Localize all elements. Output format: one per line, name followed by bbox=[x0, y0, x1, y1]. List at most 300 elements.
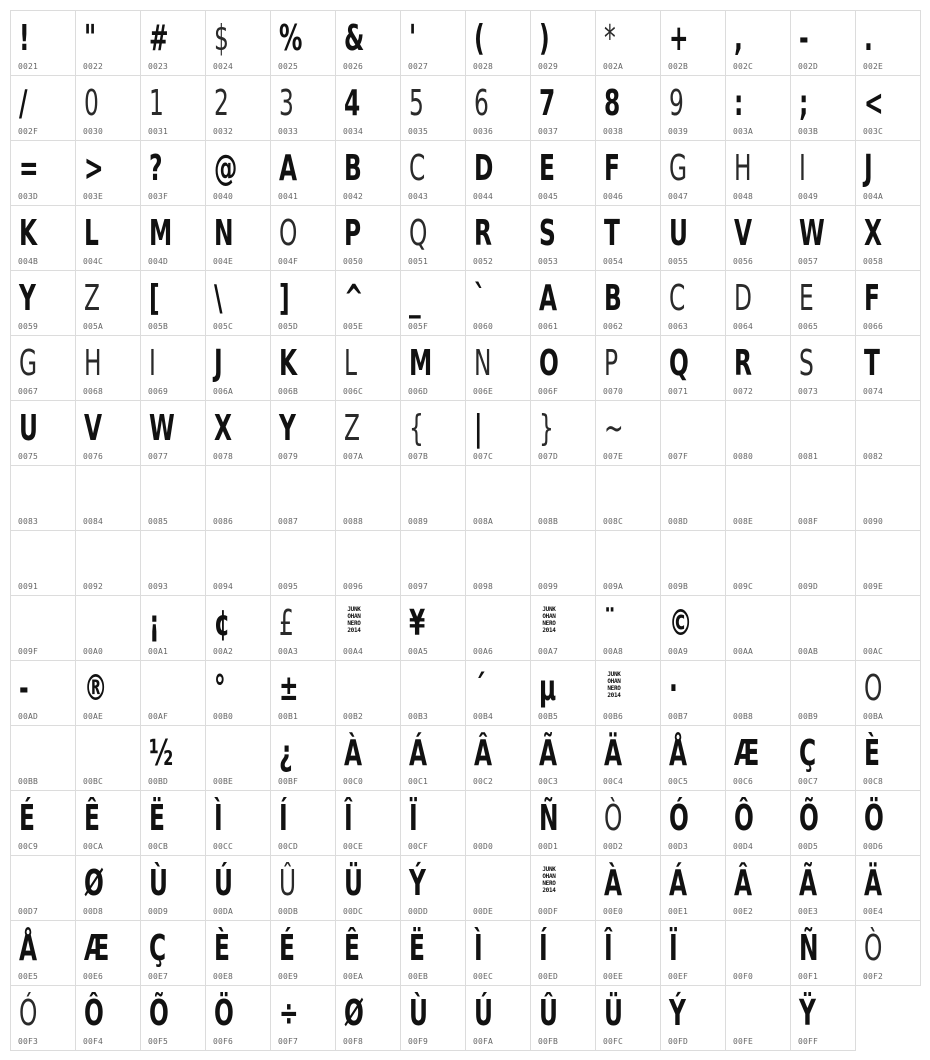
glyph-cell bbox=[530, 465, 596, 531]
glyph-char: R bbox=[734, 343, 752, 384]
glyph-char: ÷ bbox=[279, 993, 299, 1034]
glyph-char: - bbox=[799, 18, 809, 59]
glyph-char: Y bbox=[279, 408, 296, 449]
glyph-code: 0068 bbox=[83, 387, 104, 396]
glyph-cell bbox=[465, 205, 531, 271]
glyph-char: M bbox=[149, 213, 173, 254]
glyph-cell bbox=[270, 75, 336, 141]
glyph-char: Ô bbox=[734, 798, 754, 839]
glyph-char: + bbox=[669, 18, 689, 59]
glyph-cell bbox=[75, 790, 141, 856]
glyph-char: Ï bbox=[409, 798, 418, 839]
glyph-cell bbox=[270, 595, 336, 661]
glyph-code: 00F0 bbox=[733, 972, 754, 981]
glyph-char: _ bbox=[409, 278, 421, 319]
glyph-cell bbox=[725, 400, 791, 466]
glyph-code: 00F9 bbox=[408, 1037, 429, 1046]
glyph-cell bbox=[75, 335, 141, 401]
glyph-char: 9 bbox=[669, 83, 684, 124]
glyph-cell bbox=[75, 205, 141, 271]
glyph-code: 0088 bbox=[343, 517, 364, 526]
glyph-char: Ô bbox=[84, 993, 104, 1034]
glyph-char: L bbox=[84, 213, 99, 254]
glyph-code: 002B bbox=[668, 62, 689, 71]
glyph-cell bbox=[855, 270, 921, 336]
glyph-cell bbox=[790, 855, 856, 921]
glyph-cell bbox=[465, 790, 531, 856]
glyph-char: G bbox=[669, 148, 688, 189]
glyph-code: 00CF bbox=[408, 842, 429, 851]
glyph-code: 0081 bbox=[798, 452, 819, 461]
glyph-cell bbox=[140, 205, 206, 271]
glyph-cell bbox=[335, 10, 401, 76]
glyph-char: É bbox=[19, 798, 35, 839]
glyph-cell bbox=[595, 725, 661, 791]
glyph-cell bbox=[725, 855, 791, 921]
glyph-code: 00A2 bbox=[213, 647, 234, 656]
glyph-cell bbox=[400, 920, 466, 986]
glyph-code: 00BB bbox=[18, 777, 39, 786]
glyph-cell bbox=[530, 10, 596, 76]
glyph-char: ^ bbox=[344, 278, 364, 319]
glyph-cell bbox=[400, 595, 466, 661]
glyph-code: 00C2 bbox=[473, 777, 494, 786]
glyph-code: 0074 bbox=[863, 387, 884, 396]
glyph-code: 00E3 bbox=[798, 907, 819, 916]
logo-line: JUNK bbox=[542, 866, 556, 873]
glyph-cell bbox=[660, 270, 726, 336]
glyph-char: N bbox=[474, 343, 492, 384]
glyph-cell bbox=[10, 205, 76, 271]
glyph-char: ] bbox=[279, 278, 290, 319]
glyph-code: 00D7 bbox=[18, 907, 39, 916]
glyph-char: U bbox=[669, 213, 688, 254]
glyph-code: 0046 bbox=[603, 192, 624, 201]
glyph-char: ¢ bbox=[214, 603, 231, 644]
logo-line: NERO bbox=[542, 880, 556, 887]
glyph-code: 0057 bbox=[798, 257, 819, 266]
glyph-char: C bbox=[409, 148, 426, 189]
glyph-char: Ò bbox=[604, 798, 623, 839]
glyph-cell bbox=[790, 10, 856, 76]
glyph-code: 00E6 bbox=[83, 972, 104, 981]
glyph-char: Ñ bbox=[539, 798, 559, 839]
glyph-cell bbox=[725, 335, 791, 401]
glyph-cell bbox=[75, 10, 141, 76]
glyph-code: 0030 bbox=[83, 127, 104, 136]
glyph-cell bbox=[855, 790, 921, 856]
glyph-cell bbox=[140, 725, 206, 791]
glyph-code: 00B7 bbox=[668, 712, 689, 721]
glyph-cell bbox=[725, 10, 791, 76]
glyph-char: Æ bbox=[734, 733, 760, 774]
glyph-code: 0045 bbox=[538, 192, 559, 201]
glyph-code: 00B9 bbox=[798, 712, 819, 721]
glyph-cell bbox=[75, 140, 141, 206]
glyph-char: ~ bbox=[604, 408, 624, 449]
glyph-code: 008E bbox=[733, 517, 754, 526]
glyph-code: 00EF bbox=[668, 972, 689, 981]
glyph-code: 00C3 bbox=[538, 777, 559, 786]
glyph-code: 007E bbox=[603, 452, 624, 461]
glyph-cell bbox=[270, 205, 336, 271]
glyph-cell bbox=[790, 530, 856, 596]
glyph-code: 0075 bbox=[18, 452, 39, 461]
glyph-char: 3 bbox=[279, 83, 294, 124]
glyph-char: Ú bbox=[474, 993, 493, 1034]
glyph-char: Ê bbox=[84, 798, 100, 839]
logo-line: JUNK bbox=[542, 606, 556, 613]
glyph-cell bbox=[75, 270, 141, 336]
glyph-code: 006E bbox=[473, 387, 494, 396]
glyph-char: ¿ bbox=[279, 733, 293, 774]
glyph-code: 00D3 bbox=[668, 842, 689, 851]
glyph-cell bbox=[660, 205, 726, 271]
junk-logo-icon bbox=[604, 671, 624, 701]
glyph-code: 005D bbox=[278, 322, 299, 331]
glyph-cell bbox=[140, 270, 206, 336]
glyph-cell bbox=[725, 465, 791, 531]
logo-line: OHAN bbox=[607, 678, 621, 685]
glyph-cell bbox=[400, 10, 466, 76]
glyph-code: 00EB bbox=[408, 972, 429, 981]
glyph-char: M bbox=[409, 343, 433, 384]
glyph-char: Â bbox=[474, 733, 493, 774]
glyph-char: Í bbox=[539, 928, 548, 969]
glyph-code: 0031 bbox=[148, 127, 169, 136]
glyph-cell bbox=[790, 595, 856, 661]
glyph-char: Ï bbox=[669, 928, 678, 969]
glyph-cell bbox=[855, 205, 921, 271]
glyph-code: 00A9 bbox=[668, 647, 689, 656]
glyph-code: 0070 bbox=[603, 387, 624, 396]
glyph-cell bbox=[270, 270, 336, 336]
glyph-cell bbox=[725, 595, 791, 661]
glyph-char: Z bbox=[84, 278, 100, 319]
glyph-cell bbox=[270, 725, 336, 791]
glyph-cell bbox=[530, 530, 596, 596]
glyph-char: Ø bbox=[84, 863, 104, 904]
glyph-code: 0033 bbox=[278, 127, 299, 136]
glyph-char: : bbox=[734, 83, 744, 124]
glyph-cell bbox=[400, 985, 466, 1051]
glyph-code: 00FD bbox=[668, 1037, 689, 1046]
logo-line: NERO bbox=[347, 620, 361, 627]
glyph-cell bbox=[790, 920, 856, 986]
glyph-code: 003D bbox=[18, 192, 39, 201]
glyph-code: 00D2 bbox=[603, 842, 624, 851]
glyph-cell bbox=[400, 270, 466, 336]
glyph-char: Î bbox=[344, 798, 353, 839]
glyph-code: 0025 bbox=[278, 62, 299, 71]
glyph-char: Ö bbox=[214, 993, 234, 1034]
glyph-cell bbox=[270, 465, 336, 531]
glyph-char: ½ bbox=[149, 733, 174, 774]
glyph-code: 00A1 bbox=[148, 647, 169, 656]
glyph-char: Æ bbox=[84, 928, 110, 969]
glyph-char: V bbox=[734, 213, 753, 254]
glyph-cell bbox=[465, 10, 531, 76]
glyph-cell bbox=[205, 985, 271, 1051]
glyph-code: 0072 bbox=[733, 387, 754, 396]
glyph-cell bbox=[75, 465, 141, 531]
glyph-cell bbox=[400, 335, 466, 401]
glyph-char: E bbox=[539, 148, 555, 189]
logo-line: 2014 bbox=[542, 627, 556, 634]
glyph-cell bbox=[855, 725, 921, 791]
glyph-cell bbox=[400, 790, 466, 856]
glyph-cell bbox=[10, 855, 76, 921]
glyph-code: 00A7 bbox=[538, 647, 559, 656]
glyph-cell bbox=[205, 205, 271, 271]
glyph-char: ) bbox=[539, 18, 550, 59]
glyph-cell bbox=[335, 400, 401, 466]
glyph-cell bbox=[205, 465, 271, 531]
glyph-code: 0056 bbox=[733, 257, 754, 266]
glyph-cell bbox=[400, 140, 466, 206]
glyph-code: 006C bbox=[343, 387, 364, 396]
glyph-code: 00AB bbox=[798, 647, 819, 656]
glyph-char: Ù bbox=[409, 993, 428, 1034]
glyph-cell bbox=[400, 855, 466, 921]
glyph-char: T bbox=[604, 213, 620, 254]
glyph-code: 00B6 bbox=[603, 712, 624, 721]
glyph-code: 0021 bbox=[18, 62, 39, 71]
glyph-char: " bbox=[84, 18, 97, 59]
glyph-cell bbox=[465, 140, 531, 206]
glyph-char: T bbox=[864, 343, 880, 384]
glyph-code: 003F bbox=[148, 192, 169, 201]
glyph-cell bbox=[270, 140, 336, 206]
glyph-cell bbox=[205, 75, 271, 141]
glyph-code: 007A bbox=[343, 452, 364, 461]
glyph-cell bbox=[595, 530, 661, 596]
glyph-code: 0084 bbox=[83, 517, 104, 526]
glyph-cell bbox=[530, 790, 596, 856]
glyph-cell bbox=[660, 10, 726, 76]
glyph-cell bbox=[855, 465, 921, 531]
glyph-code: 00A5 bbox=[408, 647, 429, 656]
glyph-code: 00E4 bbox=[863, 907, 884, 916]
glyph-cell bbox=[205, 335, 271, 401]
glyph-cell bbox=[75, 75, 141, 141]
glyph-char: @ bbox=[214, 148, 238, 189]
glyph-cell bbox=[595, 985, 661, 1051]
glyph-code: 00C6 bbox=[733, 777, 754, 786]
glyph-char: ¡ bbox=[149, 603, 160, 644]
glyph-code: 0022 bbox=[83, 62, 104, 71]
glyph-char: A bbox=[539, 278, 558, 319]
glyph-cell bbox=[790, 985, 856, 1051]
glyph-code: 007D bbox=[538, 452, 559, 461]
logo-line: JUNK bbox=[347, 606, 361, 613]
glyph-code: 003A bbox=[733, 127, 754, 136]
glyph-char: Ü bbox=[604, 993, 623, 1034]
glyph-char: ° bbox=[214, 668, 226, 709]
glyph-map-grid bbox=[10, 10, 920, 1050]
glyph-code: 00DC bbox=[343, 907, 364, 916]
glyph-code: 008C bbox=[603, 517, 624, 526]
glyph-char: I bbox=[149, 343, 156, 384]
glyph-code: 0055 bbox=[668, 257, 689, 266]
glyph-char: ® bbox=[84, 668, 108, 709]
glyph-code: 00D6 bbox=[863, 842, 884, 851]
glyph-cell bbox=[530, 920, 596, 986]
glyph-char: À bbox=[604, 863, 623, 904]
glyph-cell bbox=[335, 920, 401, 986]
glyph-char: # bbox=[149, 18, 169, 59]
glyph-code: 0024 bbox=[213, 62, 234, 71]
glyph-code: 004A bbox=[863, 192, 884, 201]
glyph-code: 00A6 bbox=[473, 647, 494, 656]
glyph-char: Ý bbox=[669, 993, 686, 1034]
glyph-code: 007C bbox=[473, 452, 494, 461]
glyph-char: O bbox=[539, 343, 559, 384]
glyph-char: ! bbox=[19, 18, 30, 59]
glyph-code: 00E2 bbox=[733, 907, 754, 916]
glyph-cell bbox=[465, 920, 531, 986]
glyph-code: 00BE bbox=[213, 777, 234, 786]
glyph-cell bbox=[400, 465, 466, 531]
glyph-code: 00D1 bbox=[538, 842, 559, 851]
glyph-code: 0028 bbox=[473, 62, 494, 71]
glyph-char: Ú bbox=[214, 863, 233, 904]
glyph-code: 00FE bbox=[733, 1037, 754, 1046]
glyph-code: 00EC bbox=[473, 972, 494, 981]
glyph-char: K bbox=[279, 343, 298, 384]
glyph-cell bbox=[595, 270, 661, 336]
glyph-cell bbox=[335, 790, 401, 856]
glyph-code: 00C7 bbox=[798, 777, 819, 786]
glyph-code: 0032 bbox=[213, 127, 234, 136]
glyph-char: [ bbox=[149, 278, 160, 319]
glyph-cell bbox=[465, 660, 531, 726]
glyph-char: E bbox=[799, 278, 814, 319]
glyph-char: / bbox=[19, 83, 28, 124]
glyph-code: 00B2 bbox=[343, 712, 364, 721]
glyph-char: J bbox=[214, 343, 223, 384]
glyph-code: 00DE bbox=[473, 907, 494, 916]
glyph-cell bbox=[465, 400, 531, 466]
glyph-code: 00C8 bbox=[863, 777, 884, 786]
glyph-char: Ê bbox=[344, 928, 360, 969]
glyph-code: 00DD bbox=[408, 907, 429, 916]
glyph-code: 004F bbox=[278, 257, 299, 266]
glyph-cell bbox=[10, 465, 76, 531]
glyph-cell bbox=[140, 400, 206, 466]
glyph-code: 004C bbox=[83, 257, 104, 266]
glyph-cell bbox=[725, 985, 791, 1051]
glyph-cell bbox=[530, 595, 596, 661]
glyph-cell bbox=[10, 75, 76, 141]
glyph-code: 00E0 bbox=[603, 907, 624, 916]
glyph-cell bbox=[725, 660, 791, 726]
glyph-cell bbox=[270, 400, 336, 466]
glyph-code: 002A bbox=[603, 62, 624, 71]
glyph-cell bbox=[10, 985, 76, 1051]
glyph-cell bbox=[10, 595, 76, 661]
glyph-code: 00B5 bbox=[538, 712, 559, 721]
glyph-char: | bbox=[474, 408, 483, 449]
glyph-code: 0047 bbox=[668, 192, 689, 201]
glyph-code: 00F4 bbox=[83, 1037, 104, 1046]
glyph-code: 00CC bbox=[213, 842, 234, 851]
glyph-code: 00F1 bbox=[798, 972, 819, 981]
glyph-code: 0092 bbox=[83, 582, 104, 591]
glyph-code: 00DB bbox=[278, 907, 299, 916]
glyph-code: 0082 bbox=[863, 452, 884, 461]
glyph-code: 0089 bbox=[408, 517, 429, 526]
glyph-code: 007F bbox=[668, 452, 689, 461]
glyph-cell bbox=[205, 10, 271, 76]
logo-line: NERO bbox=[542, 620, 556, 627]
glyph-code: 006A bbox=[213, 387, 234, 396]
glyph-code: 0049 bbox=[798, 192, 819, 201]
glyph-char: A bbox=[279, 148, 298, 189]
glyph-code: 005E bbox=[343, 322, 364, 331]
glyph-cell bbox=[335, 270, 401, 336]
glyph-char: Ã bbox=[799, 863, 818, 904]
glyph-char: Ç bbox=[799, 733, 817, 774]
glyph-cell bbox=[75, 725, 141, 791]
glyph-cell bbox=[790, 140, 856, 206]
glyph-code: 008D bbox=[668, 517, 689, 526]
glyph-code: 00B8 bbox=[733, 712, 754, 721]
glyph-code: 00AF bbox=[148, 712, 169, 721]
glyph-cell bbox=[595, 855, 661, 921]
glyph-cell bbox=[790, 270, 856, 336]
glyph-code: 00A4 bbox=[343, 647, 364, 656]
glyph-cell bbox=[465, 855, 531, 921]
glyph-cell bbox=[465, 985, 531, 1051]
glyph-code: 0099 bbox=[538, 582, 559, 591]
glyph-cell bbox=[790, 660, 856, 726]
glyph-code: 0067 bbox=[18, 387, 39, 396]
glyph-code: 002F bbox=[18, 127, 39, 136]
glyph-code: 00E9 bbox=[278, 972, 299, 981]
glyph-cell bbox=[465, 530, 531, 596]
glyph-char: ' bbox=[409, 18, 417, 59]
glyph-char: I bbox=[799, 148, 806, 189]
glyph-char: 7 bbox=[539, 83, 556, 124]
glyph-cell bbox=[725, 790, 791, 856]
glyph-char: , bbox=[734, 18, 743, 59]
glyph-cell bbox=[660, 660, 726, 726]
glyph-code: 009D bbox=[798, 582, 819, 591]
glyph-code: 00F6 bbox=[213, 1037, 234, 1046]
glyph-code: 00E5 bbox=[18, 972, 39, 981]
glyph-cell bbox=[660, 920, 726, 986]
glyph-code: 00FC bbox=[603, 1037, 624, 1046]
glyph-char: Ë bbox=[409, 928, 425, 969]
glyph-cell bbox=[595, 10, 661, 76]
glyph-cell bbox=[595, 140, 661, 206]
glyph-cell bbox=[790, 205, 856, 271]
glyph-code: 0043 bbox=[408, 192, 429, 201]
glyph-char: 0 bbox=[84, 83, 99, 124]
logo-line: 2014 bbox=[542, 887, 556, 894]
glyph-code: 0035 bbox=[408, 127, 429, 136]
glyph-code: 0051 bbox=[408, 257, 429, 266]
glyph-code: 005C bbox=[213, 322, 234, 331]
glyph-cell bbox=[400, 400, 466, 466]
glyph-code: 009C bbox=[733, 582, 754, 591]
glyph-char: Q bbox=[409, 213, 428, 254]
glyph-cell bbox=[530, 205, 596, 271]
glyph-code: 0094 bbox=[213, 582, 234, 591]
glyph-code: 00E1 bbox=[668, 907, 689, 916]
glyph-cell bbox=[465, 595, 531, 661]
